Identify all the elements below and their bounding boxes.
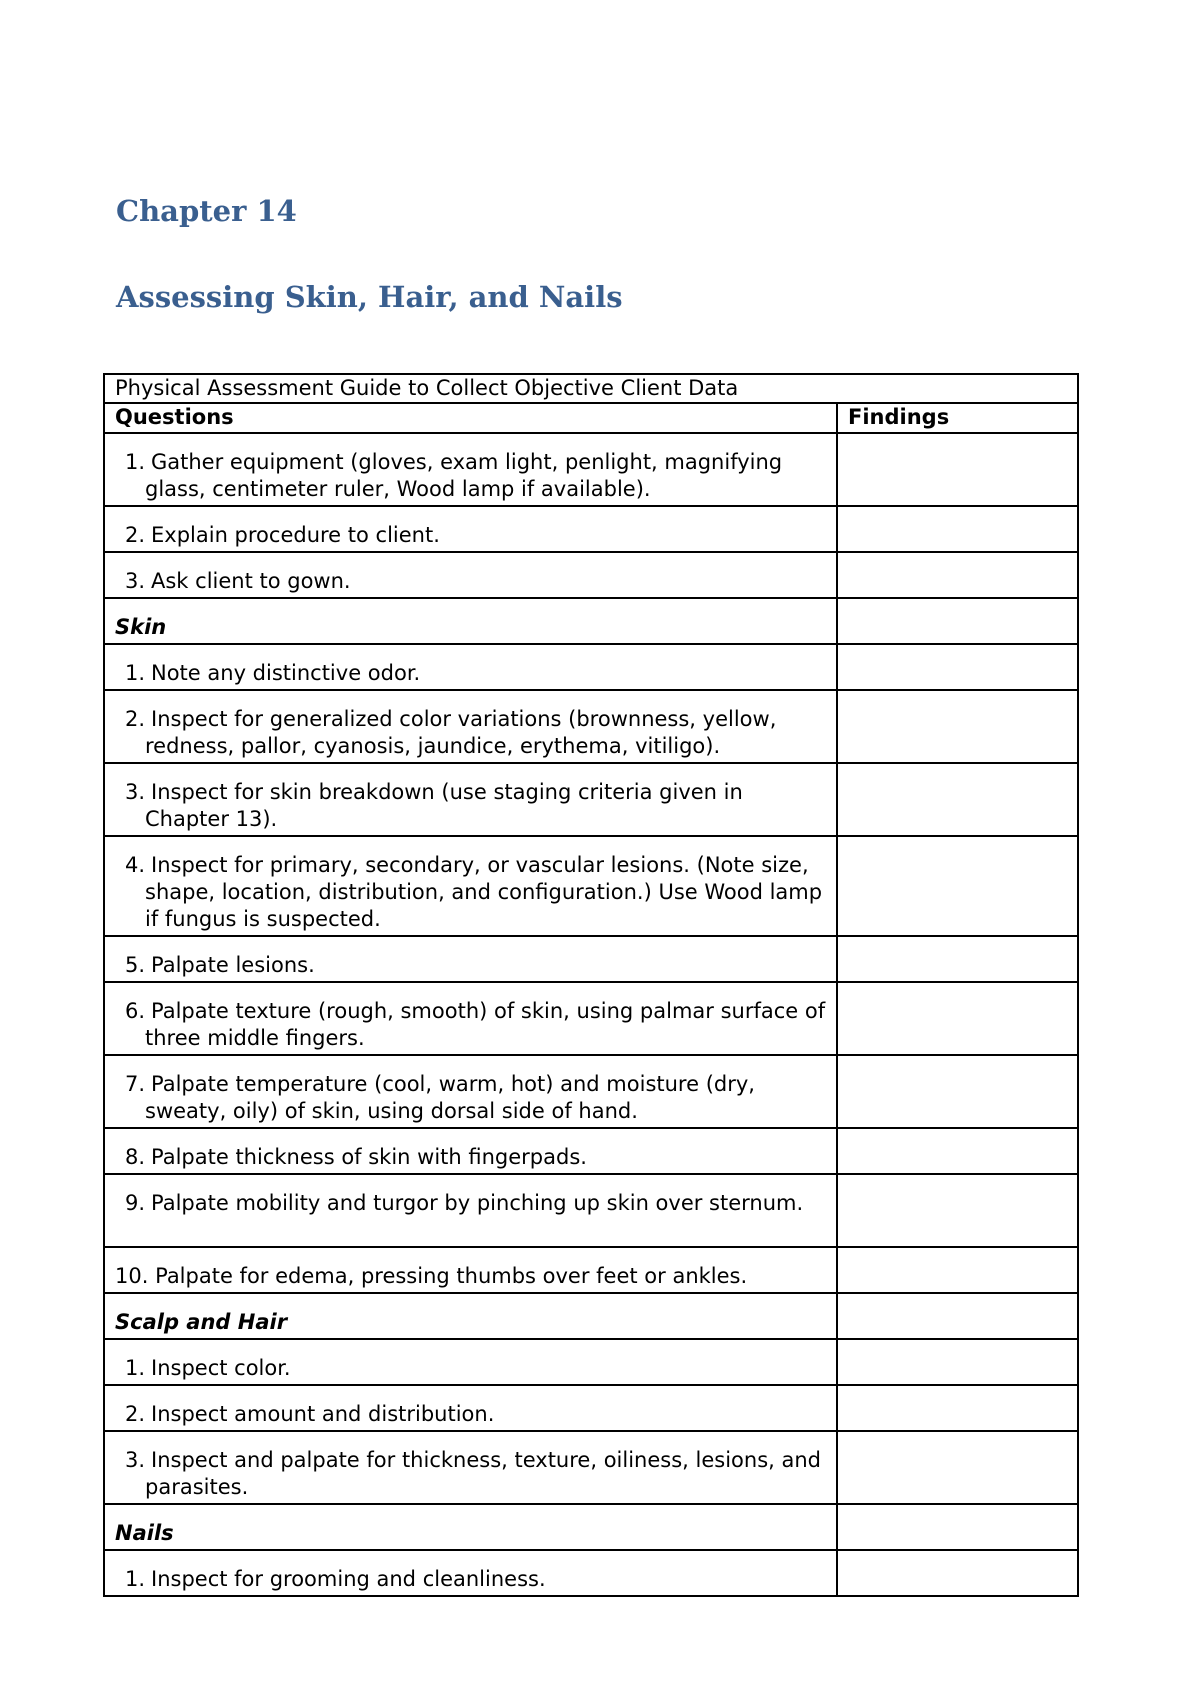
item-text: Palpate lesions. [151, 953, 315, 977]
item-number: 8. [124, 1145, 145, 1169]
section-row-nails [104, 1504, 1078, 1550]
findings-cell[interactable] [837, 1247, 1078, 1293]
item-number: 1. [124, 450, 145, 474]
question-cell [104, 936, 837, 982]
findings-cell [837, 598, 1078, 644]
item-number: 3. [124, 1448, 145, 1472]
findings-cell[interactable] [837, 433, 1078, 506]
item-number: 9. [124, 1191, 145, 1215]
question-cell [104, 1247, 837, 1293]
findings-cell[interactable] [837, 1128, 1078, 1174]
findings-cell[interactable] [837, 644, 1078, 690]
table-row [104, 1128, 1078, 1174]
question-cell [104, 836, 837, 936]
questions-header: Questions [104, 403, 837, 433]
question-cell [104, 1550, 837, 1596]
findings-cell[interactable] [837, 1431, 1078, 1504]
findings-header: Findings [837, 403, 1078, 433]
chapter-heading: Chapter 14 [116, 194, 297, 228]
table-row [104, 1385, 1078, 1431]
table-row [104, 690, 1078, 763]
table-row [104, 506, 1078, 552]
question-cell [104, 433, 837, 506]
item-number: 1. [124, 661, 145, 685]
item-text: Inspect for skin breakdown (use staging criteria given in Chapter 13). [145, 780, 743, 831]
findings-cell[interactable] [837, 836, 1078, 936]
findings-cell[interactable] [837, 1055, 1078, 1128]
table-row [104, 1174, 1078, 1247]
findings-cell[interactable] [837, 1339, 1078, 1385]
table-header-row [104, 403, 1078, 433]
table-row [104, 644, 1078, 690]
findings-cell[interactable] [837, 763, 1078, 836]
question-cell [104, 763, 837, 836]
table-row [104, 433, 1078, 506]
question-cell [104, 1128, 837, 1174]
item-number: 4. [124, 853, 145, 877]
item-number: 7. [124, 1072, 145, 1096]
findings-cell [837, 1504, 1078, 1550]
findings-cell[interactable] [837, 1550, 1078, 1596]
item-number: 3. [124, 780, 145, 804]
item-text: Palpate texture (rough, smooth) of skin, using palmar surface of three middle fingers. [145, 999, 826, 1050]
findings-cell[interactable] [837, 506, 1078, 552]
item-text: Note any distinctive odor. [151, 661, 421, 685]
item-text: Gather equipment (gloves, exam light, penlight, magnifying glass, centimeter ruler, Wood lamp if available). [145, 450, 783, 501]
table-caption: Physical Assessment Guide to Collect Objective Client Data [104, 374, 1078, 403]
table-row [104, 836, 1078, 936]
assessment-table [103, 373, 1079, 1597]
section-row-scalp-hair [104, 1293, 1078, 1339]
table-caption-row [104, 374, 1078, 403]
item-text: Inspect amount and distribution. [151, 1402, 495, 1426]
section-row-skin [104, 598, 1078, 644]
question-cell [104, 644, 837, 690]
table-row [104, 936, 1078, 982]
table-row [104, 982, 1078, 1055]
findings-cell[interactable] [837, 690, 1078, 763]
section-heading: Scalp and Hair [104, 1293, 837, 1339]
item-number: 6. [124, 999, 145, 1023]
table-row [104, 552, 1078, 598]
question-cell [104, 982, 837, 1055]
table-row [104, 1055, 1078, 1128]
question-cell [104, 1431, 837, 1504]
question-cell [104, 690, 837, 763]
question-cell [104, 1055, 837, 1128]
item-number: 5. [124, 953, 145, 977]
item-text: Palpate temperature (cool, warm, hot) and moisture (dry, sweaty, oily) of skin, using dorsal side of hand. [145, 1072, 755, 1123]
item-text: Inspect for grooming and cleanliness. [151, 1567, 546, 1591]
section-heading: Nails [104, 1504, 837, 1550]
findings-cell[interactable] [837, 982, 1078, 1055]
page-title: Assessing Skin, Hair, and Nails [116, 280, 623, 314]
item-number: 10. [115, 1264, 149, 1288]
section-heading: Skin [104, 598, 837, 644]
findings-cell[interactable] [837, 1385, 1078, 1431]
question-cell [104, 506, 837, 552]
findings-cell[interactable] [837, 1174, 1078, 1247]
item-text: Inspect for primary, secondary, or vascular lesions. (Note size, shape, location, distribution, and configuration.) Use Wood lamp if fungus is suspected. [145, 853, 823, 931]
findings-cell[interactable] [837, 552, 1078, 598]
question-cell [104, 552, 837, 598]
item-number: 2. [124, 1402, 145, 1426]
item-text: Palpate thickness of skin with fingerpads. [151, 1145, 587, 1169]
item-text: Inspect for generalized color variations (brownness, yellow, redness, pallor, cyanosis, jaundice, erythema, vitiligo). [145, 707, 777, 758]
item-text: Ask client to gown. [151, 569, 351, 593]
table-row [104, 1431, 1078, 1504]
item-text: Inspect and palpate for thickness, texture, oiliness, lesions, and parasites. [145, 1448, 821, 1499]
item-number: 2. [124, 523, 145, 547]
item-text: Palpate mobility and turgor by pinching up skin over sternum. [151, 1191, 804, 1215]
item-number: 2. [124, 707, 145, 731]
table-row [104, 1247, 1078, 1293]
item-text: Inspect color. [151, 1356, 291, 1380]
findings-cell [837, 1293, 1078, 1339]
question-cell [104, 1174, 837, 1247]
item-text: Palpate for edema, pressing thumbs over feet or ankles. [155, 1264, 748, 1288]
item-number: 3. [124, 569, 145, 593]
table-row [104, 763, 1078, 836]
table-row [104, 1339, 1078, 1385]
question-cell [104, 1385, 837, 1431]
item-number: 1. [124, 1567, 145, 1591]
item-number: 1. [124, 1356, 145, 1380]
table-row [104, 1550, 1078, 1596]
question-cell [104, 1339, 837, 1385]
item-text: Explain procedure to client. [151, 523, 440, 547]
findings-cell[interactable] [837, 936, 1078, 982]
